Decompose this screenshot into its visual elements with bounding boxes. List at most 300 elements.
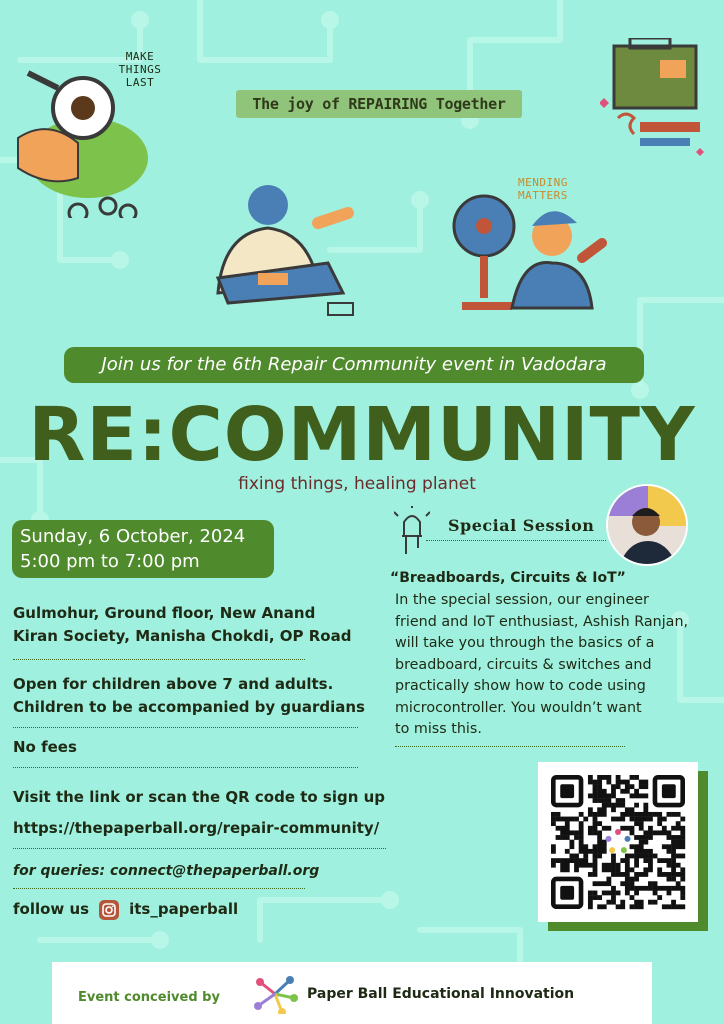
qr-module xyxy=(643,886,648,891)
qr-module xyxy=(597,895,602,900)
qr-module xyxy=(597,881,602,886)
divider xyxy=(13,727,358,728)
qr-module xyxy=(606,863,611,868)
qr-module xyxy=(606,877,611,882)
qr-finder-center xyxy=(560,784,574,798)
join-banner: Join us for the 6th Repair Community event in Vadodara xyxy=(64,347,644,383)
qr-module xyxy=(634,863,639,868)
qr-module xyxy=(648,849,653,854)
qr-module xyxy=(611,867,616,872)
qr-module xyxy=(602,826,607,831)
follow-us-row xyxy=(13,898,238,921)
qr-module xyxy=(643,854,648,859)
signup-instructions: Visit the link or scan the QR code to sign up xyxy=(13,788,386,806)
qr-module xyxy=(583,817,588,822)
qr-module xyxy=(560,863,565,868)
qr-logo-dot xyxy=(609,847,615,853)
qr-module xyxy=(611,807,616,812)
qr-module xyxy=(551,817,556,822)
qr-module xyxy=(611,863,616,868)
qr-module xyxy=(630,826,635,831)
event-subheadline: fixing things, healing planet xyxy=(238,474,476,494)
qr-module xyxy=(602,789,607,794)
qr-module xyxy=(565,835,570,840)
qr-module xyxy=(676,844,681,849)
follow-us-label: follow us xyxy=(13,900,90,918)
qr-module xyxy=(639,812,644,817)
qr-module xyxy=(657,821,662,826)
qr-module xyxy=(606,803,611,808)
qr-module xyxy=(606,793,611,798)
qr-module xyxy=(671,863,676,868)
qr-module xyxy=(551,863,556,868)
qr-module xyxy=(593,826,598,831)
qr-module xyxy=(588,895,593,900)
qr-module xyxy=(560,858,565,863)
qr-module xyxy=(611,793,616,798)
signup-link[interactable]: https://thepaperball.org/repair-community/ xyxy=(13,819,380,837)
queries-email[interactable]: for queries: connect@thepaperball.org xyxy=(13,863,320,879)
qr-module xyxy=(551,849,556,854)
qr-module xyxy=(611,891,616,896)
qr-module xyxy=(648,886,653,891)
qr-module xyxy=(569,830,574,835)
qr-module xyxy=(639,784,644,789)
qr-module xyxy=(680,891,685,896)
qr-module xyxy=(634,900,639,905)
qr-module xyxy=(630,867,635,872)
qr-module xyxy=(579,826,584,831)
qr-module xyxy=(671,872,676,877)
qr-module xyxy=(574,817,579,822)
qr-module xyxy=(630,904,635,909)
qr-module xyxy=(680,830,685,835)
qr-module xyxy=(667,891,672,896)
qr-module xyxy=(676,821,681,826)
qr-finder-center xyxy=(560,886,574,900)
speaker-avatar xyxy=(606,484,688,566)
instagram-handle[interactable]: its_paperball xyxy=(129,900,239,918)
qr-module xyxy=(602,844,607,849)
event-headline: RE:COMMUNITY xyxy=(28,392,696,478)
qr-module xyxy=(653,891,658,896)
qr-module xyxy=(579,812,584,817)
qr-module xyxy=(630,881,635,886)
qr-module xyxy=(643,840,648,845)
qr-module xyxy=(653,881,658,886)
divider xyxy=(426,540,606,541)
qr-module xyxy=(680,840,685,845)
qr-module xyxy=(620,812,625,817)
qr-module xyxy=(611,854,616,859)
qr-module xyxy=(625,872,630,877)
qr-module xyxy=(620,826,625,831)
qr-module xyxy=(643,858,648,863)
qr-module xyxy=(634,821,639,826)
qr-module xyxy=(593,881,598,886)
qr-module xyxy=(671,886,676,891)
qr-module xyxy=(593,830,598,835)
qr-module xyxy=(560,826,565,831)
qr-module xyxy=(634,891,639,896)
qr-module xyxy=(657,858,662,863)
qr-module xyxy=(620,904,625,909)
divider xyxy=(13,659,305,660)
qr-module xyxy=(574,863,579,868)
qr-module xyxy=(667,863,672,868)
qr-module xyxy=(620,780,625,785)
qr-module xyxy=(602,849,607,854)
qr-logo-dot xyxy=(605,836,611,842)
qr-module xyxy=(634,877,639,882)
qr-module xyxy=(579,858,584,863)
qr-module xyxy=(560,817,565,822)
qr-module xyxy=(657,867,662,872)
qr-module xyxy=(565,826,570,831)
qr-module xyxy=(565,849,570,854)
qr-module xyxy=(643,803,648,808)
qr-module xyxy=(606,891,611,896)
qr-module xyxy=(648,826,653,831)
qr-module xyxy=(639,844,644,849)
qr-module xyxy=(634,849,639,854)
qr-module xyxy=(676,812,681,817)
qr-module xyxy=(648,854,653,859)
qr-module xyxy=(648,867,653,872)
qr-module xyxy=(620,881,625,886)
qr-module xyxy=(639,835,644,840)
qr-module xyxy=(611,817,616,822)
qr-module xyxy=(639,780,644,785)
fees: No fees xyxy=(13,738,77,756)
qr-module xyxy=(648,830,653,835)
qr-module xyxy=(680,844,685,849)
laptop-repair-illustration xyxy=(198,183,363,323)
qr-module xyxy=(569,854,574,859)
qr-module xyxy=(630,784,635,789)
qr-module xyxy=(611,789,616,794)
qr-module xyxy=(560,835,565,840)
qr-module xyxy=(593,784,598,789)
qr-module xyxy=(611,803,616,808)
qr-module xyxy=(625,789,630,794)
qr-module xyxy=(602,904,607,909)
qr-module xyxy=(620,872,625,877)
qr-module xyxy=(593,858,598,863)
qr-module xyxy=(579,821,584,826)
qr-module xyxy=(551,858,556,863)
qr-module xyxy=(630,812,635,817)
qr-module xyxy=(616,817,621,822)
qr-module xyxy=(588,826,593,831)
venue: Gulmohur, Ground floor, New Anand Kiran Society, Manisha Chokdi, OP Road xyxy=(13,604,352,645)
qr-module xyxy=(565,867,570,872)
qr-module xyxy=(588,863,593,868)
qr-pattern xyxy=(538,762,698,922)
qr-module xyxy=(625,812,630,817)
qr-module xyxy=(676,840,681,845)
qr-module xyxy=(639,821,644,826)
qr-module xyxy=(560,830,565,835)
qr-module xyxy=(630,886,635,891)
qr-module xyxy=(680,826,685,831)
qr-module xyxy=(597,844,602,849)
qr-module xyxy=(653,900,658,905)
qr-module xyxy=(616,798,621,803)
qr-module xyxy=(625,826,630,831)
qr-module xyxy=(657,872,662,877)
event-time: 5:00 pm to 7:00 pm xyxy=(20,551,200,572)
event-date: Sunday, 6 October, 2024 xyxy=(20,526,246,547)
qr-module xyxy=(593,849,598,854)
qr-module xyxy=(643,867,648,872)
qr-module xyxy=(602,881,607,886)
qr-module xyxy=(680,835,685,840)
qr-module xyxy=(556,835,561,840)
paper-ball-logo-icon xyxy=(252,974,298,1014)
qr-module xyxy=(648,881,653,886)
qr-module xyxy=(565,858,570,863)
qr-module xyxy=(569,858,574,863)
qr-module xyxy=(634,789,639,794)
qr-module xyxy=(634,872,639,877)
qr-module xyxy=(639,904,644,909)
qr-module xyxy=(606,826,611,831)
qr-module xyxy=(606,881,611,886)
qr-module xyxy=(639,849,644,854)
qr-module xyxy=(625,867,630,872)
qr-module xyxy=(639,854,644,859)
qr-module xyxy=(606,867,611,872)
qr-module xyxy=(606,900,611,905)
qr-module xyxy=(597,812,602,817)
magnifier-repair-illustration xyxy=(8,68,173,218)
qr-module xyxy=(551,844,556,849)
qr-module xyxy=(643,830,648,835)
qr-module xyxy=(671,858,676,863)
qr-module xyxy=(560,867,565,872)
qr-module xyxy=(667,849,672,854)
footer-bar xyxy=(52,962,652,1024)
qr-module xyxy=(662,817,667,822)
divider xyxy=(13,767,358,768)
qr-module xyxy=(574,867,579,872)
qr-module xyxy=(639,900,644,905)
qr-module xyxy=(653,830,658,835)
qr-module xyxy=(676,835,681,840)
qr-module xyxy=(593,812,598,817)
divider xyxy=(13,888,305,889)
qr-module xyxy=(625,891,630,896)
qr-module xyxy=(630,844,635,849)
qr-module xyxy=(625,854,630,859)
qr-module xyxy=(593,854,598,859)
qr-module xyxy=(574,830,579,835)
qr-module xyxy=(662,872,667,877)
qr-module xyxy=(602,775,607,780)
qr-module xyxy=(602,863,607,868)
qr-module xyxy=(639,817,644,822)
qr-module xyxy=(606,775,611,780)
mending-matters-label: MENDING MATTERS xyxy=(518,176,568,202)
qr-logo-dot xyxy=(625,836,631,842)
qr-module xyxy=(620,803,625,808)
qr-module xyxy=(630,830,635,835)
qr-module xyxy=(616,867,621,872)
qr-module xyxy=(667,844,672,849)
qr-module xyxy=(597,849,602,854)
qr-module xyxy=(583,863,588,868)
qr-module xyxy=(597,793,602,798)
qr-module xyxy=(639,840,644,845)
qr-module xyxy=(597,798,602,803)
qr-module xyxy=(667,904,672,909)
qr-module xyxy=(671,844,676,849)
qr-module xyxy=(597,821,602,826)
qr-module xyxy=(625,863,630,868)
qr-module xyxy=(676,826,681,831)
qr-module xyxy=(671,877,676,882)
qr-module xyxy=(671,849,676,854)
qr-module xyxy=(583,854,588,859)
qr-module xyxy=(625,877,630,882)
qr-module xyxy=(671,812,676,817)
qr-module xyxy=(630,807,635,812)
qr-module xyxy=(648,900,653,905)
qr-module xyxy=(574,835,579,840)
qr-finder-center xyxy=(662,784,676,798)
qr-module xyxy=(579,835,584,840)
qr-module xyxy=(671,826,676,831)
qr-module xyxy=(667,812,672,817)
qr-module xyxy=(639,886,644,891)
qr-module xyxy=(680,904,685,909)
qr-module xyxy=(671,835,676,840)
special-session-label: Special Session xyxy=(448,516,595,535)
qr-module xyxy=(657,886,662,891)
qr-module xyxy=(579,840,584,845)
qr-module xyxy=(611,784,616,789)
qr-module xyxy=(680,877,685,882)
qr-module xyxy=(643,780,648,785)
qr-module xyxy=(602,867,607,872)
qr-module xyxy=(588,807,593,812)
qr-module xyxy=(676,881,681,886)
qr-logo-dot xyxy=(621,847,627,853)
session-title: “Breadboards, Circuits & IoT” xyxy=(390,570,626,586)
qr-module xyxy=(634,844,639,849)
qr-module xyxy=(667,872,672,877)
lightbulb-icon xyxy=(394,506,430,558)
qr-module xyxy=(593,789,598,794)
qr-module xyxy=(620,900,625,905)
qr-module xyxy=(662,830,667,835)
date-time-box xyxy=(12,520,274,578)
qr-module xyxy=(620,858,625,863)
qr-module xyxy=(667,886,672,891)
signup-qr-code[interactable] xyxy=(538,762,698,922)
qr-module xyxy=(593,844,598,849)
qr-module xyxy=(569,817,574,822)
qr-module xyxy=(657,812,662,817)
qr-module xyxy=(597,854,602,859)
qr-module xyxy=(583,849,588,854)
qr-module xyxy=(597,840,602,845)
qr-module xyxy=(579,844,584,849)
qr-module xyxy=(643,812,648,817)
qr-module xyxy=(634,858,639,863)
session-description: In the special session, our engineer friend and IoT enthusiast, Ashish Ranjan, will take you through the basics of a breadboard, circuits & switches and practically show how to code using microcontroller. You wouldn’t want to miss this. xyxy=(395,592,689,737)
eligibility: Open for children above 7 and adults. Children to be accompanied by guardians xyxy=(13,675,365,716)
qr-module xyxy=(676,886,681,891)
qr-module xyxy=(630,775,635,780)
qr-module xyxy=(676,904,681,909)
qr-module xyxy=(667,877,672,882)
qr-module xyxy=(602,798,607,803)
qr-module xyxy=(574,854,579,859)
qr-module xyxy=(616,780,621,785)
qr-module xyxy=(597,784,602,789)
qr-module xyxy=(602,812,607,817)
qr-module xyxy=(671,840,676,845)
qr-module xyxy=(556,858,561,863)
qr-module xyxy=(671,900,676,905)
qr-module xyxy=(648,863,653,868)
qr-module xyxy=(639,826,644,831)
qr-module xyxy=(588,904,593,909)
qr-module xyxy=(643,872,648,877)
qr-module xyxy=(630,877,635,882)
qr-module xyxy=(634,793,639,798)
qr-module xyxy=(588,793,593,798)
qr-module xyxy=(634,904,639,909)
qr-module xyxy=(639,793,644,798)
qr-module xyxy=(680,872,685,877)
divider xyxy=(395,746,625,747)
qr-module xyxy=(662,904,667,909)
qr-module xyxy=(634,854,639,859)
qr-module xyxy=(667,835,672,840)
instagram-icon[interactable] xyxy=(99,900,119,920)
qr-module xyxy=(648,858,653,863)
qr-module xyxy=(671,854,676,859)
qr-module xyxy=(643,784,648,789)
qr-module xyxy=(593,895,598,900)
qr-module xyxy=(565,817,570,822)
qr-module xyxy=(611,858,616,863)
qr-module xyxy=(593,780,598,785)
qr-module xyxy=(616,784,621,789)
qr-module xyxy=(616,872,621,877)
qr-module xyxy=(625,784,630,789)
qr-module xyxy=(593,891,598,896)
qr-module xyxy=(593,798,598,803)
qr-module xyxy=(579,849,584,854)
organization-name: Paper Ball Educational Innovation xyxy=(307,986,575,1002)
qr-module xyxy=(653,812,658,817)
qr-module xyxy=(648,835,653,840)
qr-module xyxy=(602,793,607,798)
qr-module xyxy=(602,803,607,808)
qr-module xyxy=(616,891,621,896)
qr-module xyxy=(588,775,593,780)
qr-module xyxy=(551,812,556,817)
qr-module xyxy=(653,854,658,859)
qr-module xyxy=(680,867,685,872)
qr-module xyxy=(616,803,621,808)
qr-module xyxy=(569,844,574,849)
qr-module xyxy=(630,817,635,822)
